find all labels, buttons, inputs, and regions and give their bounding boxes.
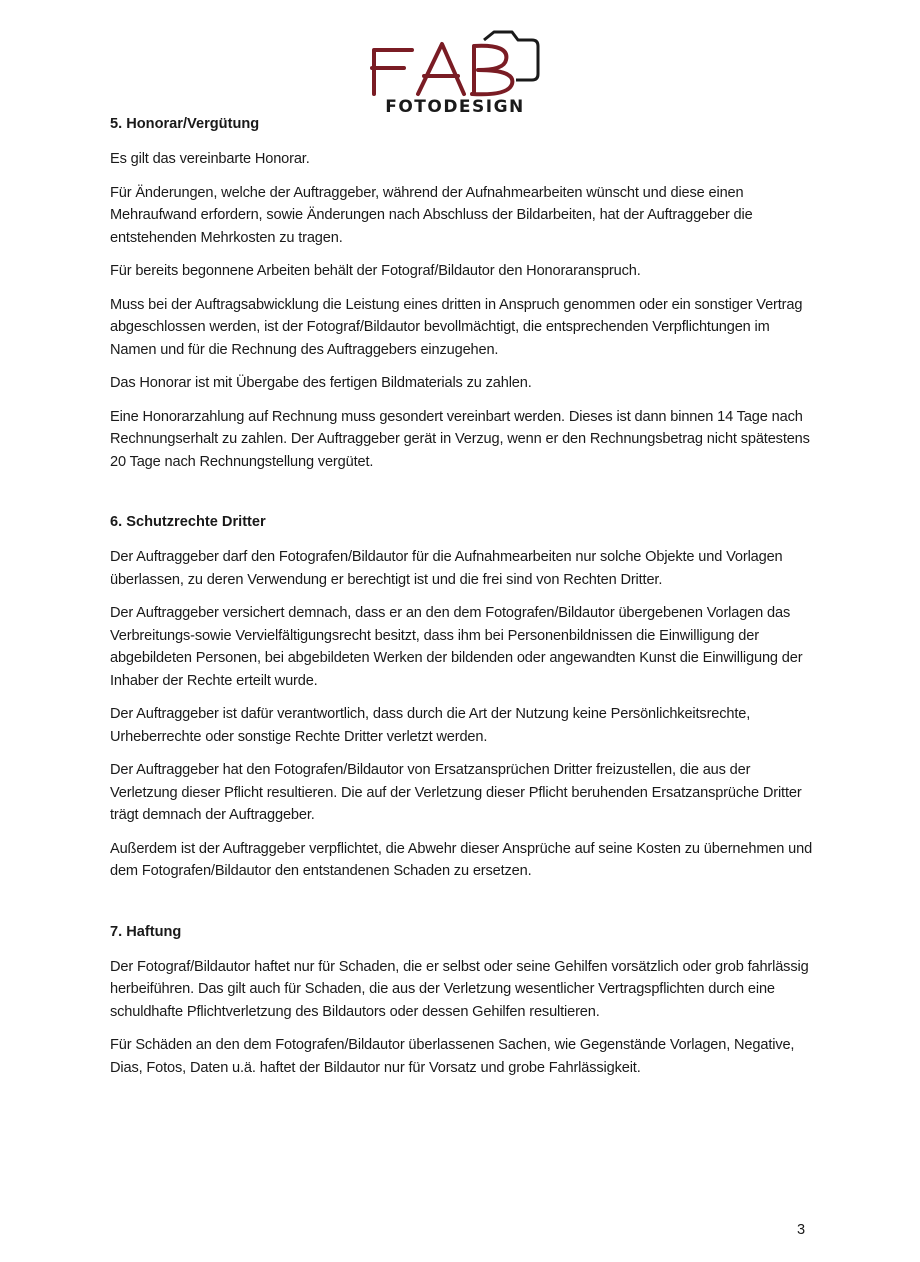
section-haftung: [110, 922, 814, 1080]
section-title: 5. Honorar/Vergütung: [110, 116, 260, 132]
paragraph: Eine Honorarzahlung auf Rechnung muss gesondert vereinbart werden. Dieses ist dann binnen 14 Tage nach Rechnungserhalt zu zahlen. Der Auftraggeber gerät in Verzug, wenn er den Rechnungsbetrag nicht spätestens 20 Tage nach Rechnungstellung vergütet.: [110, 408, 810, 470]
svg-text:FOTODESIGN: FOTODESIGN: [385, 97, 525, 116]
section-schutzrechte: [110, 512, 814, 883]
paragraph: Der Auftraggeber darf den Fotografen/Bildautor für die Aufnahmearbeiten nur solche Objekte und Vorlagen überlassen, zu deren Verwendung er berechtigt ist und die frei sind von Rechten Dritter.: [110, 549, 783, 588]
section-spacer: [110, 484, 814, 512]
document-body: [110, 114, 814, 1090]
paragraph: Für bereits begonnene Arbeiten behält der Fotograf/Bildautor den Honoraranspruch.: [110, 263, 641, 279]
paragraph: Der Fotograf/Bildautor haftet nur für Schaden, die er selbst oder seine Gehilfen vorsätzlich oder grob fahrlässig herbeiführen. Das gilt auch für Schaden, die aus der Verletzung wesentlicher Vertragspflichten durch eine schuldhafte Pflichtverletzung des Bildautors oder dessen Gehilfen resultieren.: [110, 958, 809, 1020]
paragraph: Muss bei der Auftragsabwicklung die Leistung eines dritten in Anspruch genommen oder ein sonstiger Vertrag abgeschlossen werden, ist der Fotograf/Bildautor bevollmächtigt, die entsprechenden Verpflichtungen im Namen und für die Rechnung des Auftraggebers einzugehen.: [110, 296, 803, 358]
paragraph: Der Auftraggeber hat den Fotografen/Bildautor von Ersatzansprüchen Dritter freizustellen, die aus der Verletzung dieser Pflicht resultieren. Die auf der Verletzung dieser Pflicht beruhenden Ersatzansprüche Dritter trägt demnach der Auftraggeber.: [110, 762, 802, 823]
paragraph: Für Änderungen, welche der Auftraggeber, während der Aufnahmearbeiten wünscht und diese einen Mehraufwand erfordern, sowie Änderungen nach Abschluss der Bildarbeiten, hat der Auftraggeber die entstehenden Mehrkosten zu tragen.: [110, 184, 753, 246]
paragraph: Für Schäden an den dem Fotografen/Bildautor überlassenen Sachen, wie Gegenstände Vorlagen, Negative, Dias, Fotos, Daten u.ä. haftet der Bildautor nur für Vorsatz und grobe Fahrlässigkeit.: [110, 1037, 795, 1076]
paragraph: Es gilt das vereinbarte Honorar.: [110, 151, 310, 167]
paragraph: Das Honorar ist mit Übergabe des fertigen Bildmaterials zu zahlen.: [110, 375, 532, 391]
paragraph: Außerdem ist der Auftraggeber verpflichtet, die Abwehr dieser Ansprüche auf seine Kosten zu übernehmen und dem Fotografen/Bildautor den entstandenen Schaden zu ersetzen.: [110, 840, 813, 879]
page-number: 3: [797, 1222, 806, 1238]
paragraph: Der Auftraggeber versichert demnach, dass er an den dem Fotografen/Bildautor übergebenen Vorlagen das Verbreitungs-sowie Vervielfältigungsrecht besitzt, dass ihm bei Personenbildnissen die Einwilligung der abgebildeten Personen, bei abgebildeten Werken der bildenden oder angewandten Kunst die Einwilligung der Inhaber der Rechte erteilt wurde.: [110, 605, 803, 689]
paragraph: Der Auftraggeber ist dafür verantwortlich, dass durch die Art der Nutzung keine Persönlichkeitsrechte, Urheberrechte oder sonstige Rechte Dritter verletzt werden.: [110, 706, 751, 745]
section-spacer: [110, 894, 814, 922]
section-title: 6. Schutzrechte Dritter: [110, 514, 266, 530]
section-title: 7. Haftung: [110, 923, 182, 940]
section-honorar: [110, 114, 814, 473]
fab-fotodesign-logo: [366, 28, 544, 116]
